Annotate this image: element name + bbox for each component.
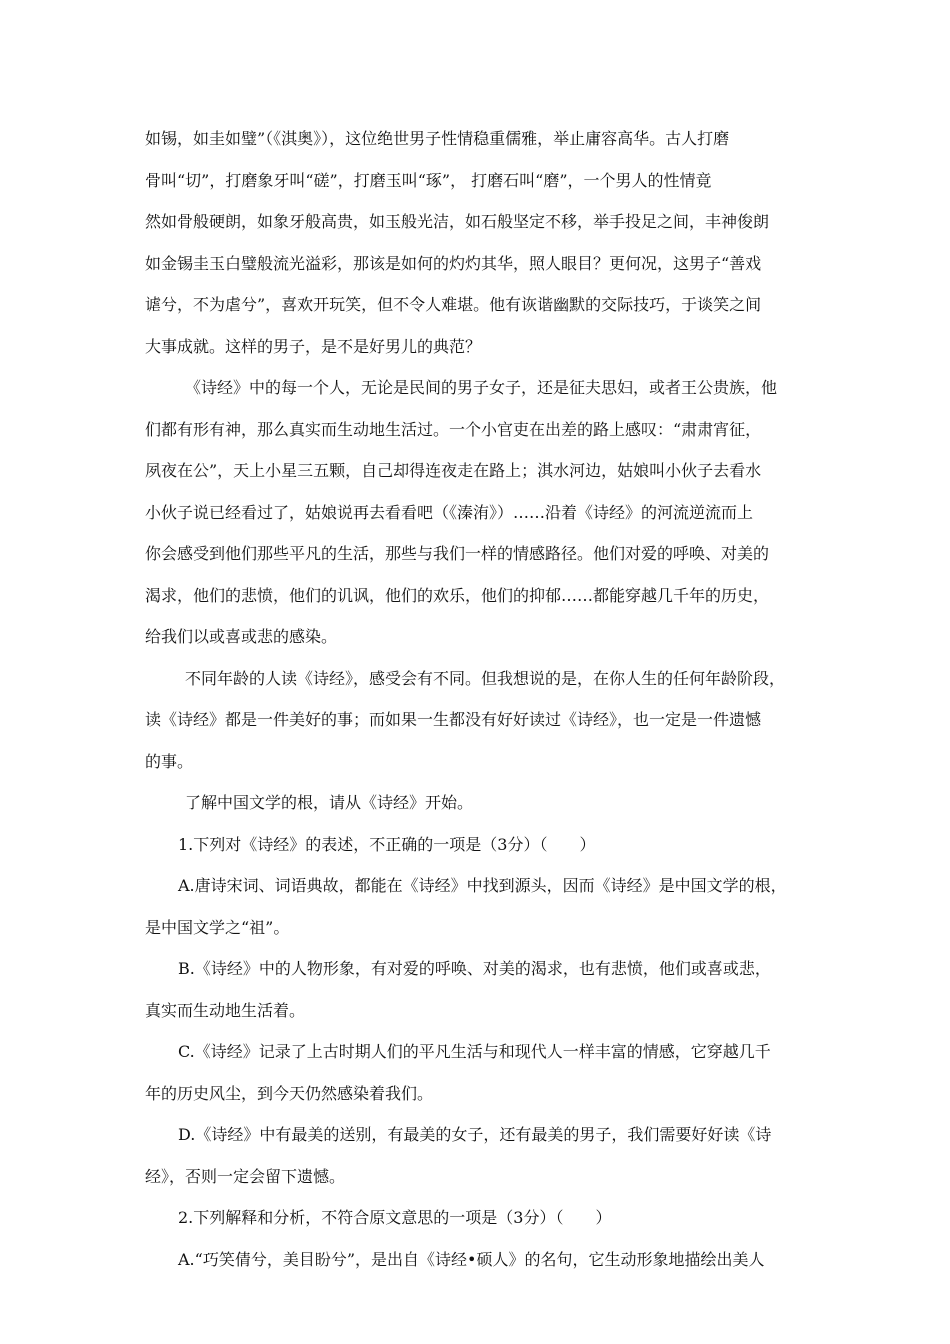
question-2-stem: 2.下列解释和分析，不符合原文意思的一项是（3分）（ ） [178,1208,612,1227]
text-line: 们都有形有神，那么真实而生动地生活过。一个小官吏在出差的路上感叹：“肃肃宵征， [145,419,762,439]
text-line: 如金锡圭玉白璧般流光溢彩，那该是如何的灼灼其华，照人眼目？更何况，这男子“善戏 [145,253,762,273]
question-1-stem: 1.下列对《诗经》的表述，不正确的一项是（3分）（ ） [178,834,596,854]
question-1-option-a: A.唐诗宋词、词语典故，都能在《诗经》中找到源头，因而《诗经》是中国文学的根， [178,876,787,895]
text-line: 给我们以或喜或悲的感染。 [145,627,338,646]
document-body [145,118,810,1280]
question-1-option-d: D.《诗经》中有最美的送别，有最美的女子，还有最美的男子，我们需要好好读《诗 [178,1125,772,1144]
text-line: 夙夜在公”，天上小星三五颗，自己却得连夜走在路上；淇水河边，姑娘叫小伙子去看水 [145,461,762,480]
question-1-option-a-cont: 是中国文学之“祖”。 [145,917,290,937]
question-1-option-b-cont: 真实而生动地生活着。 [145,1000,306,1020]
text-line: 你会感受到他们那些平凡的生活，那些与我们一样的情感路径。他们对爱的呼唤、对美的 [145,544,770,563]
question-1-option-b: B.《诗经》中的人物形象，有对爱的呼唤、对美的渴求，也有悲愤，他们或喜或悲， [178,959,771,978]
text-line: 《诗经》中的每一个人，无论是民间的男子女子，还是征夫思妇，或者王公贵族，他 [185,378,778,397]
text-line: 的事。 [145,751,194,771]
text-line: 了解中国文学的根，请从《诗经》开始。 [185,793,474,812]
text-line: 不同年龄的人读《诗经》，感受会有不同。但我想说的是，在你人生的任何年龄阶段， [185,668,786,688]
question-1-option-c-cont: 年的历史风尘，到今天仍然感染着我们。 [145,1083,434,1103]
text-line: 谑兮，不为虐兮”，喜欢开玩笑，但不令人难堪。他有诙谐幽默的交际技巧，于谈笑之间 [145,295,762,314]
text-line: 小伙子说已经看过了，姑娘说再去看看吧（《溱洧》）……沿着《诗经》的河流逆流而上 [145,502,754,522]
question-2-option-a: A.“巧笑倩兮，美目盼兮”，是出自《诗经•硕人》的名句，它生动形象地描绘出美人 [178,1249,765,1269]
question-1-option-c: C.《诗经》记录了上古时期人们的平凡生活与和现代人一样丰富的情感，它穿越几千 [178,1042,771,1061]
text-line: 然如骨般硬朗，如象牙般高贵，如玉般光洁，如石般坚定不移，举手投足之间，丰神俊朗 [145,212,770,231]
text-line: 渴求，他们的悲愤，他们的讥讽，他们的欢乐，他们的抑郁……都能穿越几千年的历史， [145,585,770,605]
text-line: 如锡，如圭如璧”（《淇奥》），这位绝世男子性情稳重儒雅，举止庸容高华。古人打磨 [145,129,730,148]
text-line: 读《诗经》都是一件美好的事；而如果一生都没有好好读过《诗经》，也一定是一件遗憾 [145,710,762,729]
question-1-option-d-cont: 经》，否则一定会留下遗憾。 [145,1166,346,1186]
text-line: 骨叫“切”，打磨象牙叫“磋”，打磨玉叫“琢”， 打磨石叫“磨”，一个男人的性情竟 [145,170,712,190]
text-line: 大事成就。这样的男子，是不是好男儿的典范？ [145,336,482,356]
